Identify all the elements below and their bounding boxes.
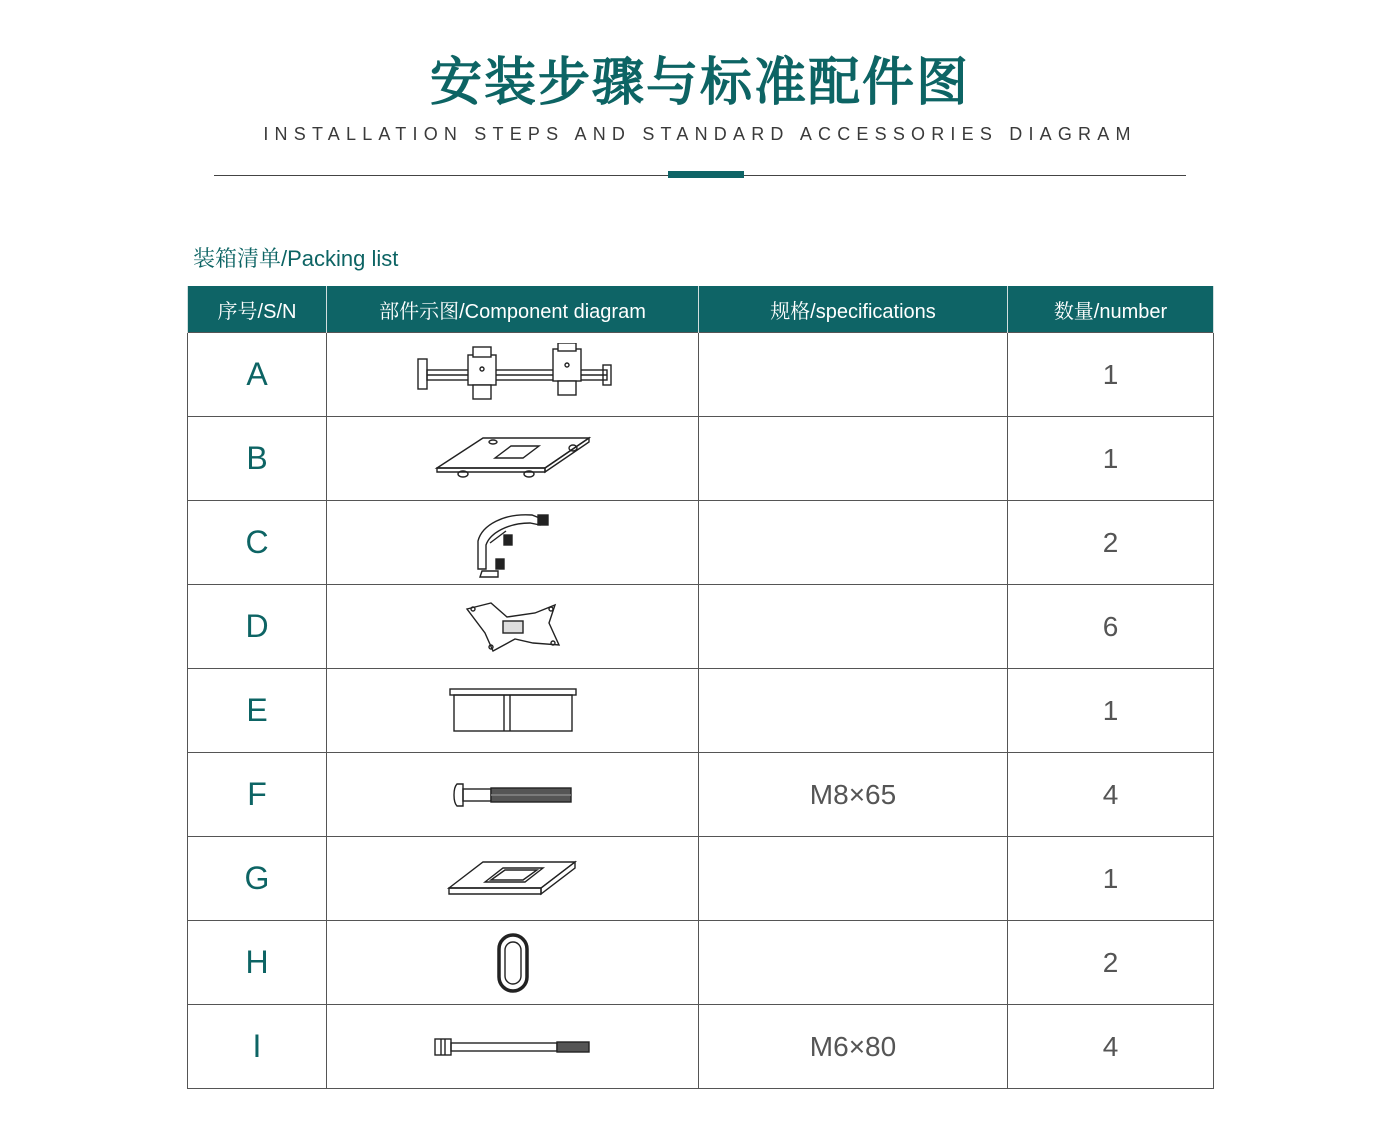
sleeve-cover-icon (448, 687, 578, 735)
row-qty: 1 (1008, 417, 1214, 501)
row-qty: 6 (1008, 585, 1214, 669)
row-spec (699, 585, 1008, 669)
component-cell (327, 501, 699, 585)
cable-ring-icon (496, 932, 530, 994)
row-sn: G (188, 837, 327, 921)
table-row (188, 333, 1214, 417)
title-divider-accent (668, 171, 744, 178)
packing-list-label: 装箱清单/Packing list (193, 246, 399, 271)
component-cell (327, 837, 699, 921)
long-screw-icon (433, 1036, 593, 1058)
row-qty: 1 (1008, 669, 1214, 753)
table-row (188, 753, 1214, 837)
row-spec (699, 333, 1008, 417)
component-cell (327, 753, 699, 837)
clamp-bracket-icon (468, 505, 558, 581)
vesa-plate-icon (463, 599, 563, 655)
square-flange-icon (447, 858, 579, 900)
column-header-number: 数量/number (1008, 286, 1214, 333)
packing-list-table (187, 286, 1214, 1089)
table-row (188, 1005, 1214, 1089)
row-spec (699, 921, 1008, 1005)
component-cell (327, 333, 699, 417)
bolt-icon (451, 780, 575, 810)
table-row (188, 585, 1214, 669)
row-qty: 2 (1008, 921, 1214, 1005)
column-header-sn: 序号/S/N (188, 286, 327, 333)
component-cell (327, 585, 699, 669)
page-title: 安装步骤与标准配件图 (429, 53, 970, 113)
column-header-specifications: 规格/specifications (699, 286, 1008, 333)
support-arm-rail-icon (413, 343, 613, 407)
row-sn: F (188, 753, 327, 837)
component-cell (327, 669, 699, 753)
row-sn: C (188, 501, 327, 585)
row-spec (699, 837, 1008, 921)
row-spec: M6×80 (699, 1005, 1008, 1089)
row-qty: 1 (1008, 333, 1214, 417)
page-subtitle: INSTALLATION STEPS AND STANDARD ACCESSORIES DIAGRAM (263, 124, 1137, 144)
table-row (188, 501, 1214, 585)
table-header-row (188, 286, 1214, 333)
table-row (188, 669, 1214, 753)
column-header-component: 部件示图/Component diagram (327, 286, 699, 333)
row-sn: E (188, 669, 327, 753)
table-row (188, 837, 1214, 921)
row-qty: 4 (1008, 753, 1214, 837)
row-spec (699, 501, 1008, 585)
row-spec (699, 417, 1008, 501)
row-sn: H (188, 921, 327, 1005)
row-qty: 1 (1008, 837, 1214, 921)
row-sn: I (188, 1005, 327, 1089)
base-plate-icon (433, 434, 593, 484)
component-cell (327, 1005, 699, 1089)
row-sn: B (188, 417, 327, 501)
table-row (188, 417, 1214, 501)
row-spec (699, 669, 1008, 753)
row-sn: D (188, 585, 327, 669)
table-row (188, 921, 1214, 1005)
component-cell (327, 921, 699, 1005)
row-spec: M8×65 (699, 753, 1008, 837)
row-qty: 2 (1008, 501, 1214, 585)
row-qty: 4 (1008, 1005, 1214, 1089)
row-sn: A (188, 333, 327, 417)
component-cell (327, 417, 699, 501)
